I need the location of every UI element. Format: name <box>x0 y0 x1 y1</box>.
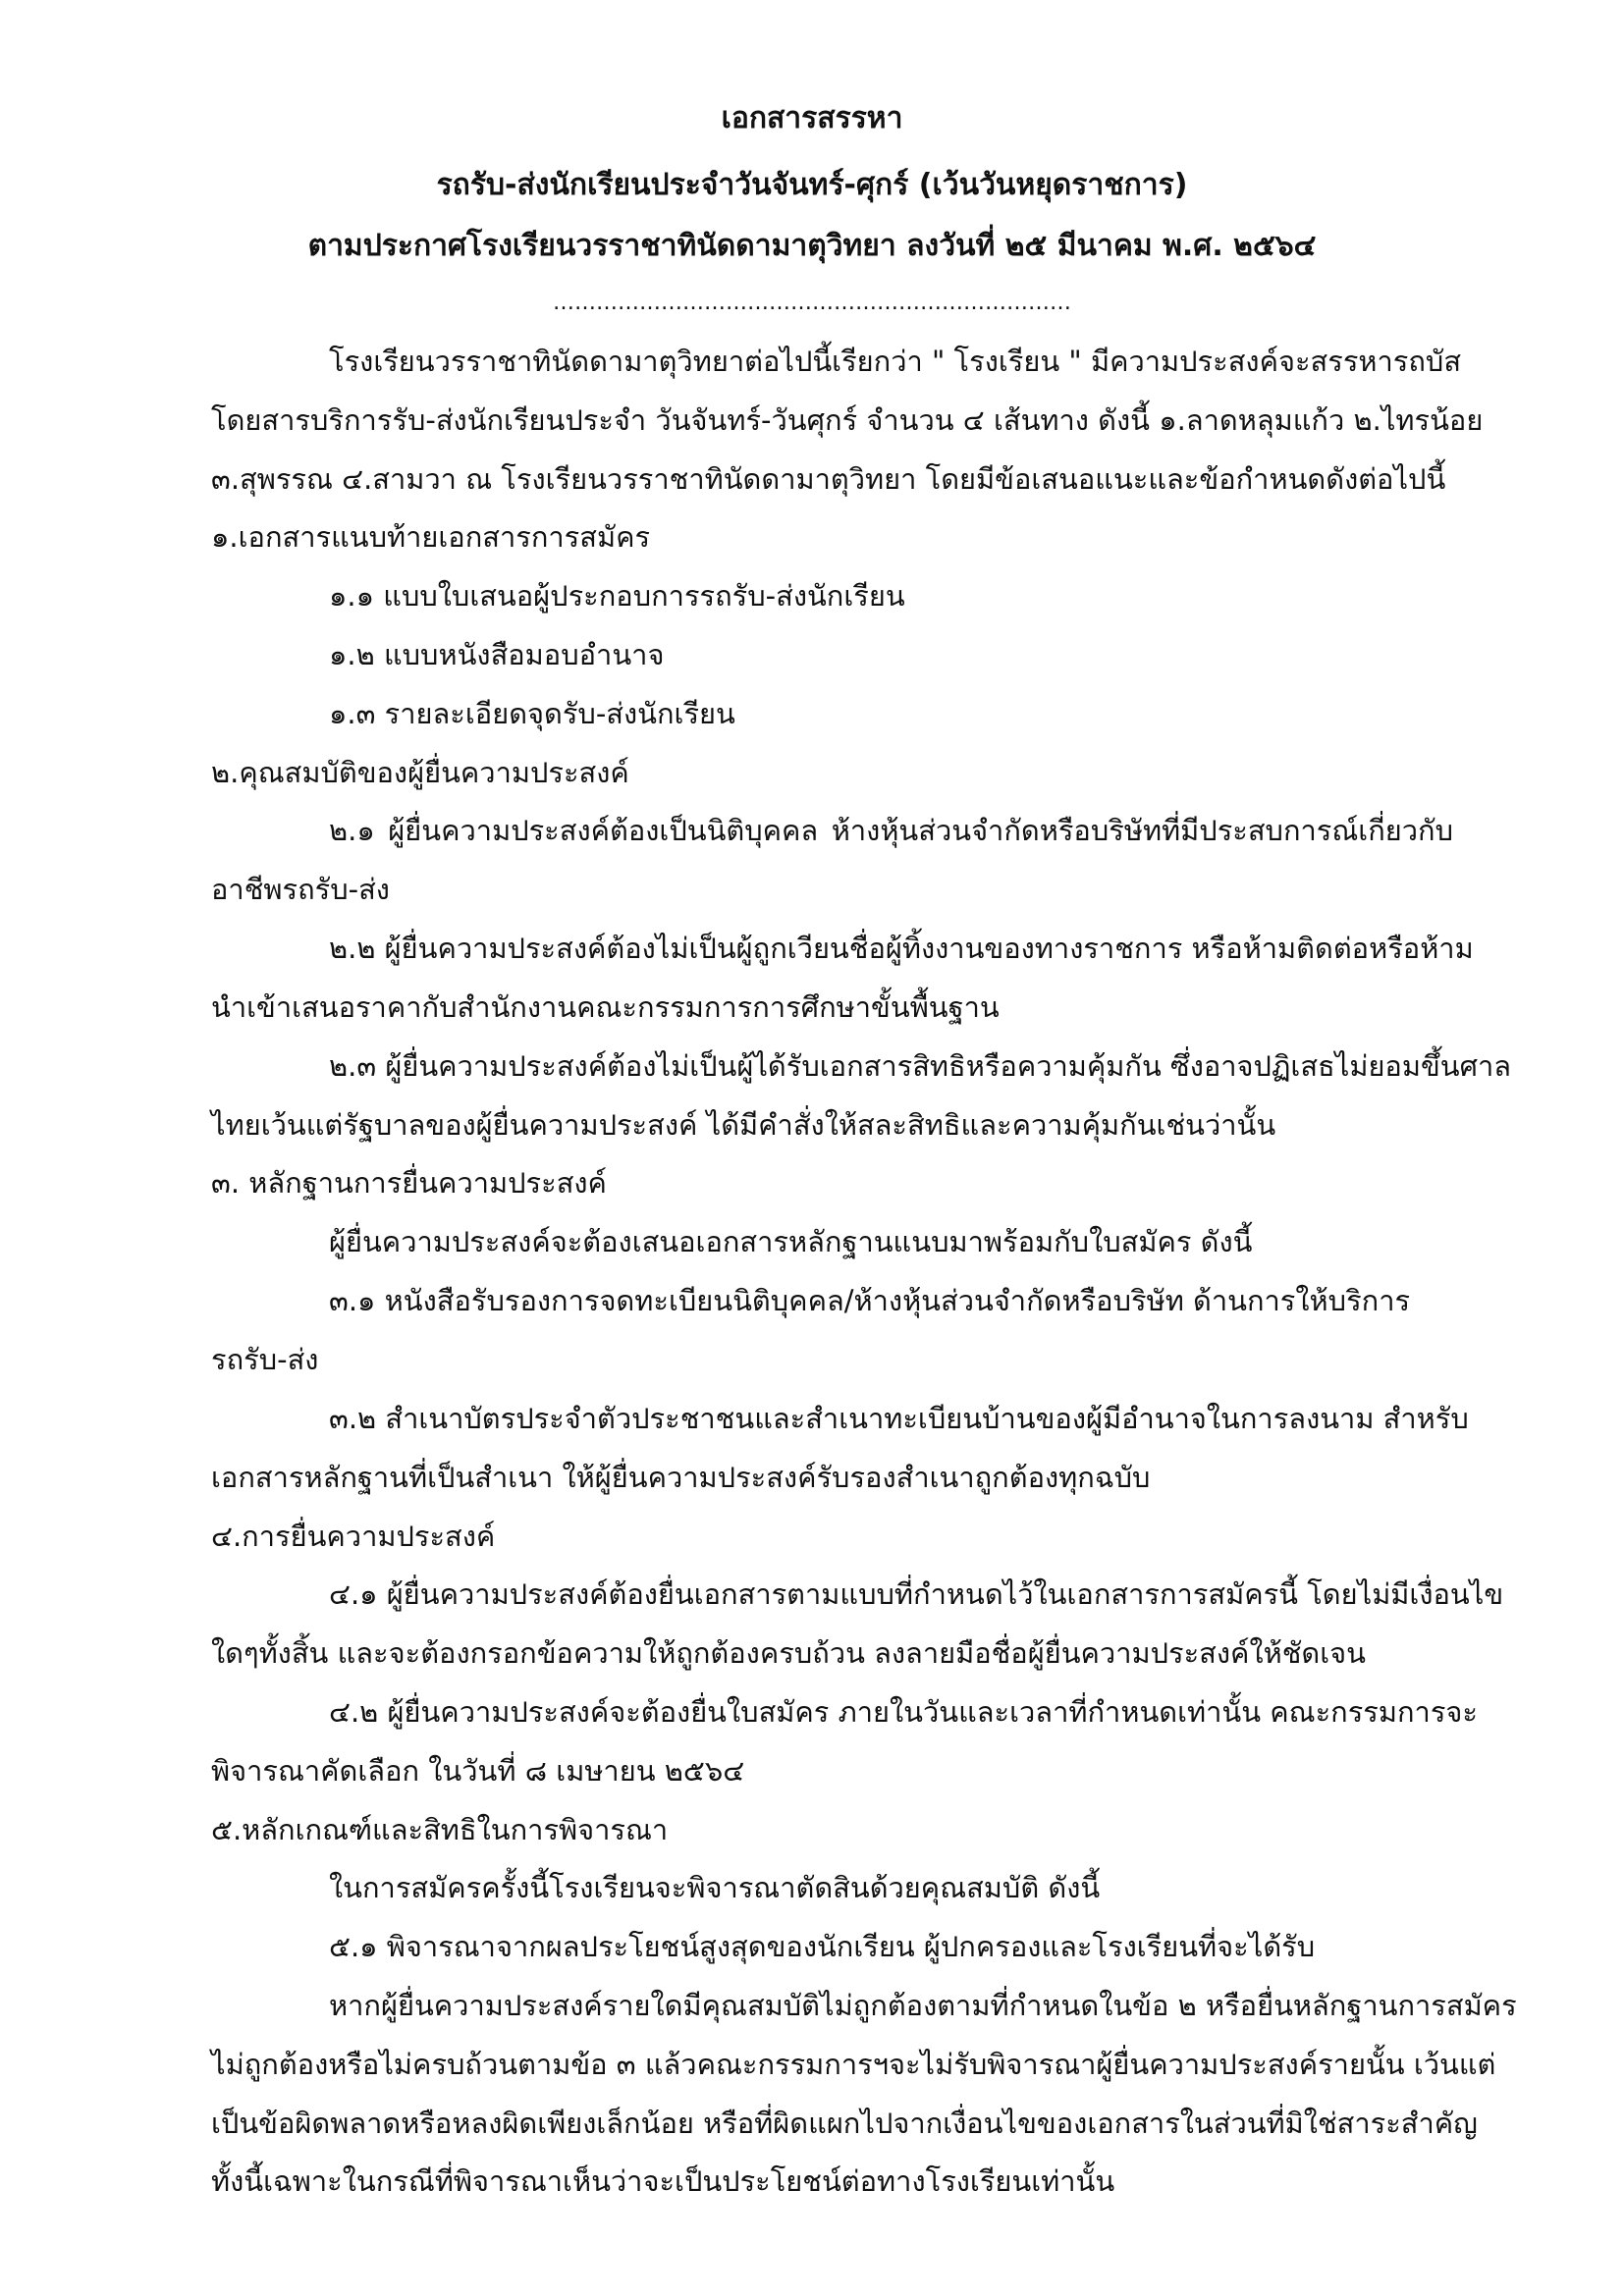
item-2-2-line-1: ๒.๒ ผู้ยื่นความประสงค์ต้องไม่เป็นผู้ถูกเวียนชื่อผู้ทิ้งงานของทางราชการ หรือห้ามติดต่อหรือห้าม <box>329 932 1474 965</box>
section-2-title: ๒.คุณสมบัติของผู้ยื่นความประสงค์ <box>211 756 629 789</box>
item-4-1-line-2: ใดๆทั้งสิ้น และจะต้องกรอกข้อความให้ถูกต้องครบถ้วน ลงลายมือชื่อผู้ยื่นความประสงค์ให้ชัดเจน <box>211 1636 1366 1670</box>
document-title: เอกสารสรรหา <box>721 101 903 135</box>
intro-line-1: โรงเรียนวรราชาทินัดดามาตุวิทยาต่อไปนี้เรียกว่า " โรงเรียน " มีความประสงค์จะสรรหารถบัส <box>329 345 1462 378</box>
intro-line-2: โดยสารบริการรับ-ส่งนักเรียนประจำ วันจันทร์-วันศุกร์ จำนวน ๔ เส้นทาง ดังนี้ ๑.ลาดหลุมแก้ว ๒.ไทรน้อย <box>211 403 1484 437</box>
item-2-2-line-2: นำเข้าเสนอราคากับสำนักงานคณะกรรมการการศึกษาขั้นพื้นฐาน <box>211 990 1000 1024</box>
separator: ……………………………………………………………… <box>553 291 1071 315</box>
intro-line-3: ๓.สุพรรณ ๔.สามวา ณ โรงเรียนวรราชาทินัดดามาตุวิทยา โดยมีข้อเสนอแนะและข้อกำหนดดังต่อไปนี้ <box>211 462 1446 496</box>
item-1-1: ๑.๑ แบบใบเสนอผู้ประกอบการรถรับ-ส่งนักเรียน <box>329 579 905 613</box>
paragraph-5-line-3: เป็นข้อผิดพลาดหรือหลงผิดเพียงเล็กน้อย หรือที่ผิดแผกไปจากเงื่อนไขของเอกสารในส่วนที่มิใช่สาระสำคัญ <box>211 2107 1478 2140</box>
document-subtitle: รถรับ-ส่งนักเรียนประจำวันจันทร์-ศุกร์ (เว้นวันหยุดราชการ) <box>436 168 1188 202</box>
section-3-intro: ผู้ยื่นความประสงค์จะต้องเสนอเอกสารหลักฐานแนบมาพร้อมกับใบสมัคร ดังนี้ <box>329 1225 1253 1258</box>
section-5-intro: ในการสมัครครั้งนี้โรงเรียนจะพิจารณาตัดสินด้วยคุณสมบัติ ดังนี้ <box>329 1871 1101 1904</box>
item-1-3: ๑.๓ รายละเอียดจุดรับ-ส่งนักเรียน <box>329 697 735 730</box>
item-3-1-line-1: ๓.๑ หนังสือรับรองการจดทะเบียนนิติบุคคล/ห้างหุ้นส่วนจำกัดหรือบริษัท ด้านการให้บริการ <box>329 1284 1411 1317</box>
item-3-1-line-2: รถรับ-ส่ง <box>211 1343 319 1376</box>
section-3-title: ๓. หลักฐานการยื่นความประสงค์ <box>211 1166 607 1200</box>
item-2-1-line-1: ๒.๑ ผู้ยื่นความประสงค์ต้องเป็นนิติบุคคล ห้างหุ้นส่วนจำกัดหรือบริษัทที่มีประสบการณ์เกี่ยวกับ <box>329 814 1453 847</box>
item-2-1-line-2: อาชีพรถรับ-ส่ง <box>211 873 390 906</box>
item-4-2-line-1: ๔.๒ ผู้ยื่นความประสงค์จะต้องยื่นใบสมัคร ภายในวันและเวลาที่กำหนดเท่านั้น คณะกรรมการจะ <box>329 1695 1478 1729</box>
section-5-title: ๕.หลักเกณฑ์และสิทธิในการพิจารณา <box>211 1813 669 1846</box>
item-2-3-line-1: ๒.๓ ผู้ยื่นความประสงค์ต้องไม่เป็นผู้ได้รับเอกสารสิทธิหรือความคุ้มกัน ซึ่งอาจปฏิเสธไม่ยอมขึ้นศาล <box>329 1049 1512 1083</box>
paragraph-5-line-4: ทั้งนี้เฉพาะในกรณีที่พิจารณาเห็นว่าจะเป็นประโยชน์ต่อทางโรงเรียนเท่านั้น <box>211 2164 1115 2198</box>
item-1-2: ๑.๒ แบบหนังสือมอบอำนาจ <box>329 638 665 671</box>
item-3-2-line-2: เอกสารหลักฐานที่เป็นสำเนา ให้ผู้ยื่นความประสงค์รับรองสำเนาถูกต้องทุกฉบับ <box>211 1461 1151 1494</box>
item-4-1-line-1: ๔.๑ ผู้ยื่นความประสงค์ต้องยื่นเอกสารตามแบบที่กำหนดไว้ในเอกสารการสมัครนี้ โดยไม่มีเงื่อนไข <box>329 1577 1504 1611</box>
item-3-2-line-1: ๓.๒ สำเนาบัตรประจำตัวประชาชนและสำเนาทะเบียนบ้านของผู้มีอำนาจในการลงนาม สำหรับ <box>329 1402 1469 1435</box>
section-4-title: ๔.การยื่นความประสงค์ <box>211 1520 496 1553</box>
announcement-line: ตามประกาศโรงเรียนวรราชาทินัดดามาตุวิทยา ลงวันที่ ๒๕ มีนาคม พ.ศ. ๒๕๖๔ <box>307 229 1317 263</box>
item-5-1: ๕.๑ พิจารณาจากผลประโยชน์สูงสุดของนักเรียน ผู้ปกครองและโรงเรียนที่จะได้รับ <box>329 1930 1316 1963</box>
section-1-title: ๑.เอกสารแนบท้ายเอกสารการสมัคร <box>211 520 651 554</box>
item-2-3-line-2: ไทยเว้นแต่รัฐบาลของผู้ยื่นความประสงค์ ได้มีคำสั่งให้สละสิทธิและความคุ้มกันเช่นว่านั้น <box>211 1108 1276 1142</box>
paragraph-5-line-1: หากผู้ยื่นความประสงค์รายใดมีคุณสมบัติไม่ถูกต้องตามที่กำหนดในข้อ ๒ หรือยื่นหลักฐานการสมัคร <box>329 1989 1517 2022</box>
paragraph-5-line-2: ไม่ถูกต้องหรือไม่ครบถ้วนตามข้อ ๓ แล้วคณะกรรมการฯจะไม่รับพิจารณาผู้ยื่นความประสงค์รายนั้น เว้นแต่ <box>211 2048 1496 2081</box>
item-4-2-line-2: พิจารณาคัดเลือก ในวันที่ ๘ เมษายน ๒๕๖๔ <box>211 1754 745 1788</box>
